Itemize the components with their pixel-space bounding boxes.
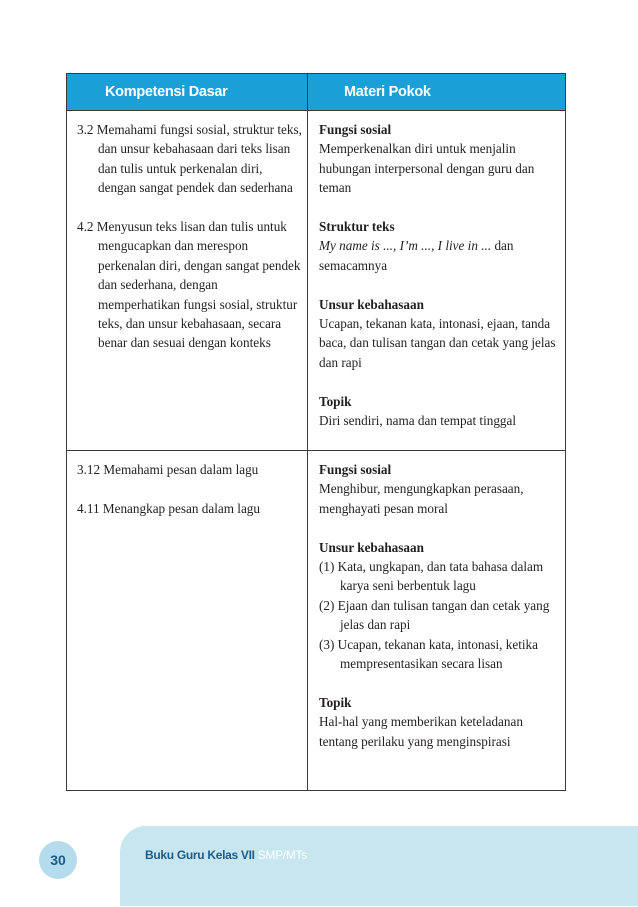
topik-heading: Topik <box>319 393 352 409</box>
page-number: 30 <box>39 841 77 879</box>
footer-band <box>120 826 638 906</box>
materi-cell <box>308 111 565 450</box>
kd-item: 3.2 Memahami fungsi sosial, struktur teks, dan unsur kebahasaan dari teks lisan dan tulis untuk perkenalan diri, dengan sangat pendek dan sederhana <box>77 122 302 196</box>
table-header <box>67 74 565 111</box>
kompetensi-cell <box>67 111 308 450</box>
struktur-teks-text <box>319 236 561 275</box>
table-row <box>67 111 565 451</box>
kd-item: 4.11 Menangkap pesan dalam lagu <box>77 500 260 516</box>
struktur-example: My name is ..., I’m ..., I live in ... <box>319 238 492 254</box>
fungsi-sosial-text: Menghibur, mengungkapkan perasaan, menghayati pesan moral <box>319 481 524 516</box>
kd-item: 3.12 Memahami pesan dalam lagu <box>77 462 259 477</box>
unsur-kebahasaan-heading: Unsur kebahasaan <box>319 296 424 312</box>
unsur-kebahasaan-heading: Unsur kebahasaan <box>319 539 424 555</box>
fungsi-sosial-heading: Fungsi sosial <box>319 122 392 137</box>
topik-text: Hal-hal yang memberikan keteladanan tentang perilaku yang menginspirasi <box>319 714 523 749</box>
unsur-kebahasaan-text: Ucapan, tekanan kata, intonasi, ejaan, tanda baca, dan tulisan tangan dan cetak yang jelas dan rapi <box>319 316 556 370</box>
curriculum-table <box>66 73 566 791</box>
topik-heading: Topik <box>319 694 352 710</box>
header-materi-pokok: Materi Pokok <box>344 84 431 100</box>
unsur-item: (3) Ucapan, tekanan kata, intonasi, ketika mempresentasikan secara lisan <box>319 636 538 672</box>
materi-cell <box>308 451 565 790</box>
footer-book-title <box>145 848 307 862</box>
fungsi-sosial-text: Memperkenalkan diri untuk menjalin hubungan interpersonal dengan guru dan teman <box>319 141 535 196</box>
book-title: Buku Guru Kelas VII <box>145 848 255 862</box>
topik-text: Diri sendiri, nama dan tempat tinggal <box>319 413 517 429</box>
unsur-item: (2) Ejaan dan tulisan tangan dan cetak yang jelas dan rapi <box>319 597 550 633</box>
kompetensi-cell <box>67 451 308 790</box>
table-row <box>67 451 565 790</box>
struktur-rest: dan semacamnya <box>319 238 514 273</box>
book-suffix: SMP/MTs <box>254 848 307 862</box>
header-kompetensi-dasar: Kompetensi Dasar <box>67 74 308 110</box>
unsur-item: (1) Kata, ungkapan, dan tata bahasa dalam karya seni berbentuk lagu <box>319 559 544 594</box>
struktur-teks-heading: Struktur teks <box>319 219 395 235</box>
kd-item: 4.2 Menyusun teks lisan dan tulis untuk mengucapkan dan merespon perkenalan diri, dengan sangat pendek dan sederhana, dengan memperhatikan fungsi sosial, struktur teks, dan unsur kebahasaan, secara benar dan sesuai dengan konteks <box>77 219 301 351</box>
fungsi-sosial-heading: Fungsi sosial <box>319 462 392 477</box>
